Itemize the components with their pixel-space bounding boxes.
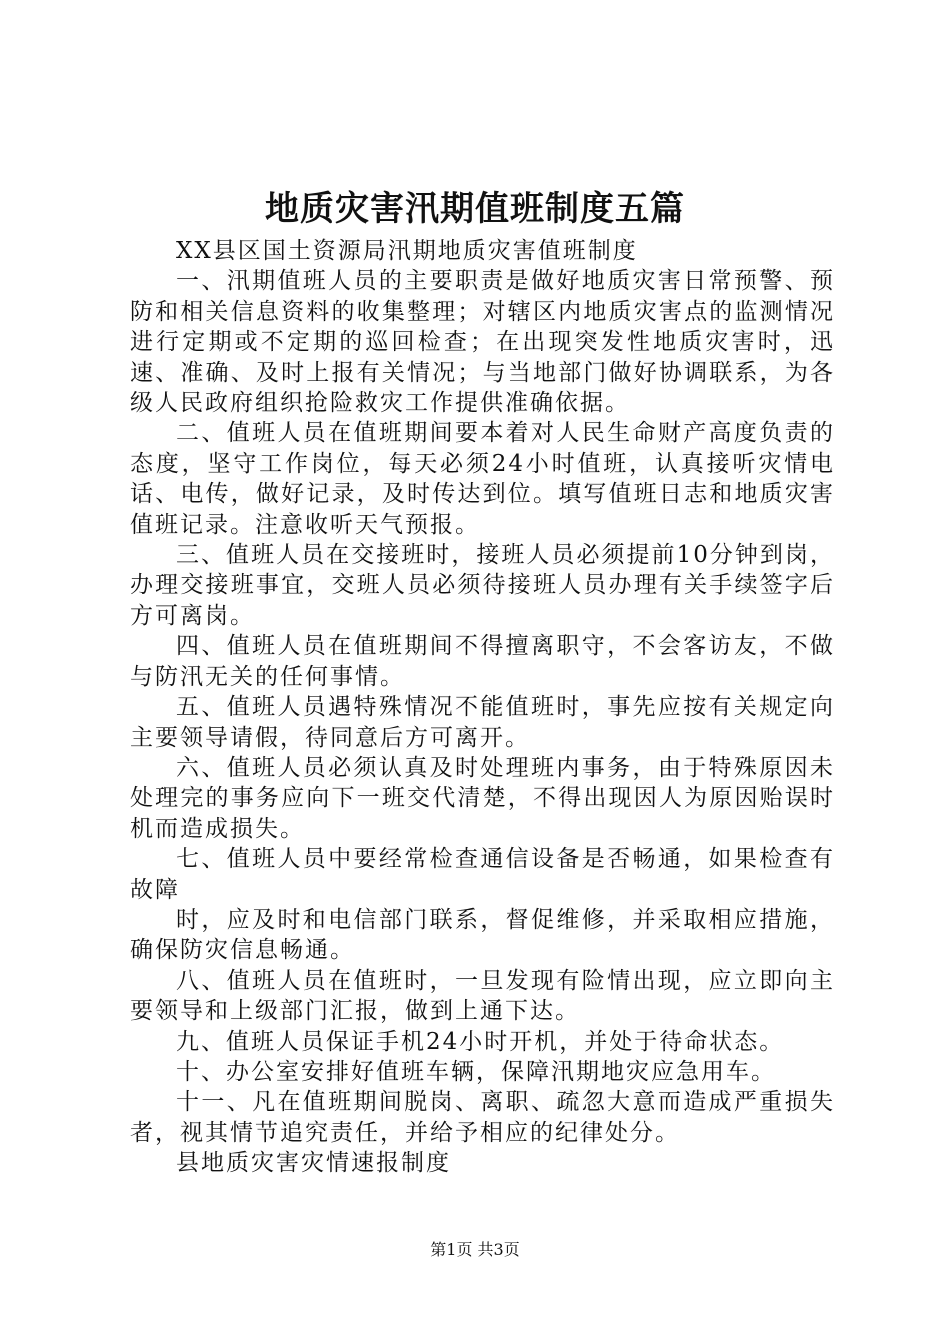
paragraph: 五、值班人员遇特殊情况不能值班时，事先应按有关规定向主要领导请假，待同意后方可离开。 (130, 694, 835, 751)
paragraph: 七、值班人员中要经常检查通信设备是否畅通，如果检查有故障 (130, 846, 835, 903)
document-body (130, 236, 835, 1179)
paragraph: 三、值班人员在交接班时，接班人员必须提前10分钟到岗，办理交接班事宜，交班人员必须待接班人员办理有关手续签字后方可离岗。 (130, 542, 835, 629)
paragraph: 八、值班人员在值班时，一旦发现有险情出现，应立即向主要领导和上级部门汇报，做到上通下达。 (130, 967, 835, 1025)
paragraph: 二、值班人员在值班期间要本着对人民生命财产高度负责的态度，坚守工作岗位，每天必须24小时值班，认真接听灾情电话、电传，做好记录，及时传达到位。填写值班日志和地质灾害值班记录。注意收听天气预报。 (130, 420, 835, 538)
section-heading: 县地质灾害灾情速报制度 (176, 1150, 451, 1177)
page-number-footer: 第1页 共3页 (430, 1240, 520, 1259)
document-title: 地质灾害汛期值班制度五篇 (265, 189, 685, 229)
paragraph: 九、值班人员保证手机24小时开机，并处于待命状态。 (176, 1028, 785, 1055)
section-heading: XX县区国土资源局汛期地质灾害值班制度 (176, 238, 638, 264)
paragraph: 时，应及时和电信部门联系，督促维修，并采取相应措施，确保防灾信息畅通。 (130, 906, 835, 964)
paragraph: 十一、凡在值班期间脱岗、离职、疏忽大意而造成严重损失者，视其情节追究责任，并给予相应的纪律处分。 (130, 1089, 835, 1146)
paragraph: 四、值班人员在值班期间不得擅离职守，不会客访友，不做与防汛无关的任何事情。 (130, 633, 835, 690)
paragraph: 一、汛期值班人员的主要职责是做好地质灾害日常预警、预防和相关信息资料的收集整理；对辖区内地质灾害点的监测情况进行定期或不定期的巡回检查；在出现突发性地质灾害时，迅速、准确、及时上报有关情况；与当地部门做好协调联系，为各级人民政府组织抢险救灾工作提供准确依据。 (130, 268, 835, 417)
paragraph: 十、办公室安排好值班车辆，保障汛期地灾应急用车。 (176, 1058, 776, 1085)
paragraph: 六、值班人员必须认真及时处理班内事务，由于特殊原因未处理完的事务应向下一班交代清楚，不得出现因人为原因贻误时机而造成损失。 (130, 754, 835, 842)
